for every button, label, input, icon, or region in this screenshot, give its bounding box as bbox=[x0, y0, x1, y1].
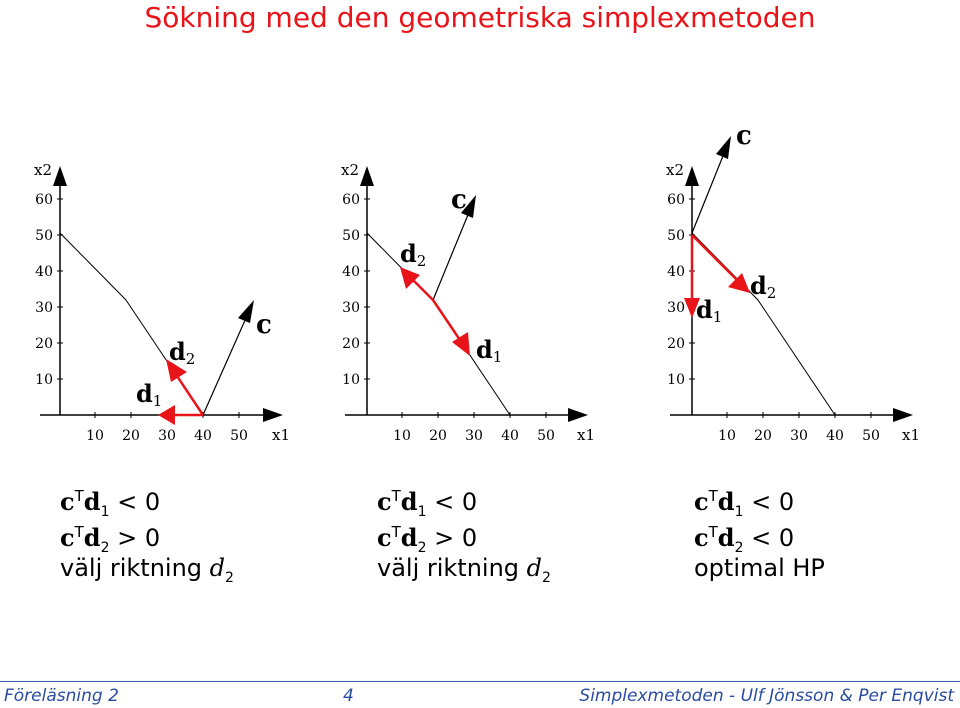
panel-3-y-axis-arrowhead bbox=[685, 166, 699, 186]
panel-1-c-arrowhead bbox=[238, 300, 254, 323]
panel-1-x-tick: 10 bbox=[86, 428, 104, 444]
panel-3-x-tick: 20 bbox=[754, 428, 772, 444]
panel-2-x-tick: 10 bbox=[393, 428, 411, 444]
panel-1-y-tick: 40 bbox=[35, 264, 53, 280]
panel-1-y-axis-label: x2 bbox=[33, 161, 53, 179]
panel-2-x-tick: 50 bbox=[537, 428, 555, 444]
panel-2-x-axis-arrowhead bbox=[568, 408, 588, 422]
panel-1-y-tick: 50 bbox=[35, 228, 53, 244]
panel-1-x-tick: 30 bbox=[158, 428, 176, 444]
panel-2-c-vector bbox=[433, 205, 472, 300]
panel-1-c-label: c bbox=[256, 310, 272, 340]
panel-3-condition-d2: $c^Td_2 < 0$ bbox=[694, 523, 795, 556]
panel-3-y-tick: 60 bbox=[667, 192, 685, 208]
footer-page-number: 4 bbox=[343, 686, 354, 706]
panel-3-y-axis-label: x2 bbox=[665, 161, 685, 179]
panel-2-c-label: c bbox=[451, 185, 467, 215]
panel-1-y-tick: 60 bbox=[35, 192, 53, 208]
panel-3-d2-vector bbox=[692, 235, 740, 283]
panel-1-conclusion: välj riktning $d_2$ bbox=[60, 554, 234, 586]
panel-1-d2-vector bbox=[175, 373, 203, 415]
panel-2-conditions bbox=[377, 478, 551, 586]
panel-2-y-tick: 40 bbox=[342, 264, 360, 280]
panel-1-x-tick: 50 bbox=[230, 428, 248, 444]
panel-3-y-tick: 50 bbox=[667, 228, 685, 244]
panel-2-constraint-boundary bbox=[367, 233, 510, 415]
panel-2-x-tick: 40 bbox=[501, 428, 519, 444]
panel-3-x-axis-label: x1 bbox=[901, 426, 921, 444]
panel-3-c-vector bbox=[692, 146, 727, 233]
panel-1-c-vector bbox=[203, 309, 250, 415]
footer-lecture: Föreläsning 2 bbox=[4, 686, 119, 706]
panel-3-y-tick: 40 bbox=[667, 264, 685, 280]
panel-3-condition-d1: $c^Td_1 < 0$ bbox=[694, 487, 795, 520]
panel-1-d1-label: d1 bbox=[136, 379, 163, 410]
panel-3-d2-label: d2 bbox=[750, 271, 777, 302]
panel-1-y-axis-arrowhead bbox=[53, 166, 67, 186]
panel-2-x-tick: 30 bbox=[465, 428, 483, 444]
panel-1-constraint-boundary bbox=[60, 233, 203, 415]
panel-3-x-tick: 50 bbox=[862, 428, 880, 444]
panel-1-condition-d1: $c^Td_1 < 0$ bbox=[60, 487, 161, 520]
panel-3-x-axis-arrowhead bbox=[893, 408, 913, 422]
panel-3-d1-label: d1 bbox=[696, 295, 723, 326]
panel-2-y-tick: 50 bbox=[342, 228, 360, 244]
panel-1-plot bbox=[34, 161, 290, 444]
panel-2-x-tick: 20 bbox=[429, 428, 447, 444]
panel-3-x-tick: 10 bbox=[718, 428, 736, 444]
panel-1-y-tick: 10 bbox=[35, 372, 53, 388]
panel-3-x-tick: 30 bbox=[790, 428, 808, 444]
footer-rule bbox=[0, 681, 960, 682]
panel-3-y-tick: 10 bbox=[667, 372, 685, 388]
panel-2-y-tick: 20 bbox=[342, 336, 360, 352]
panel-1-x-tick: 20 bbox=[122, 428, 140, 444]
panel-1-y-tick: 20 bbox=[35, 336, 53, 352]
panel-1-conditions bbox=[60, 478, 234, 586]
panel-1-x-axis-arrowhead bbox=[263, 408, 283, 422]
panel-2-y-axis-label: x2 bbox=[340, 161, 360, 179]
footer-course-authors: Simplexmetoden - Ulf Jönsson & Per Enqvist bbox=[579, 686, 954, 706]
panel-3-plot bbox=[666, 121, 920, 444]
panel-1-y-tick: 30 bbox=[35, 300, 53, 316]
panel-3-y-tick: 30 bbox=[667, 300, 685, 316]
panel-1-condition-d2: $c^Td_2 > 0$ bbox=[60, 523, 161, 556]
panel-1-x-tick: 40 bbox=[194, 428, 212, 444]
panel-2-condition-d1: $c^Td_1 < 0$ bbox=[377, 487, 478, 520]
panel-1-x-axis-label: x1 bbox=[271, 426, 291, 444]
panel-2-d2-label: d2 bbox=[400, 239, 427, 270]
panel-3-y-tick: 20 bbox=[667, 336, 685, 352]
panel-2-d1-label: d1 bbox=[476, 335, 503, 366]
panel-2-x-axis-label: x1 bbox=[576, 426, 596, 444]
panel-2-conclusion: välj riktning $d_2$ bbox=[377, 554, 551, 586]
panel-2-y-axis-arrowhead bbox=[360, 166, 374, 186]
panel-2-y-tick: 10 bbox=[342, 372, 360, 388]
panel-3-x-tick: 40 bbox=[826, 428, 844, 444]
panel-2-d1-vector bbox=[433, 300, 462, 343]
panel-3-conclusion: optimal HP bbox=[694, 554, 825, 582]
panel-3-c-arrowhead bbox=[716, 136, 731, 159]
panel-2-plot bbox=[341, 161, 595, 444]
page-title: Sökning med den geometriska simplexmetoden bbox=[144, 1, 816, 34]
panel-2-y-tick: 60 bbox=[342, 192, 360, 208]
panel-3-c-label: c bbox=[736, 121, 752, 151]
panel-3-conditions bbox=[694, 478, 825, 586]
panel-2-y-tick: 30 bbox=[342, 300, 360, 316]
panel-1-d2-label: d2 bbox=[169, 337, 196, 368]
panel-2-condition-d2: $c^Td_2 > 0$ bbox=[377, 523, 478, 556]
panel-2-d1-arrowhead bbox=[452, 332, 470, 356]
